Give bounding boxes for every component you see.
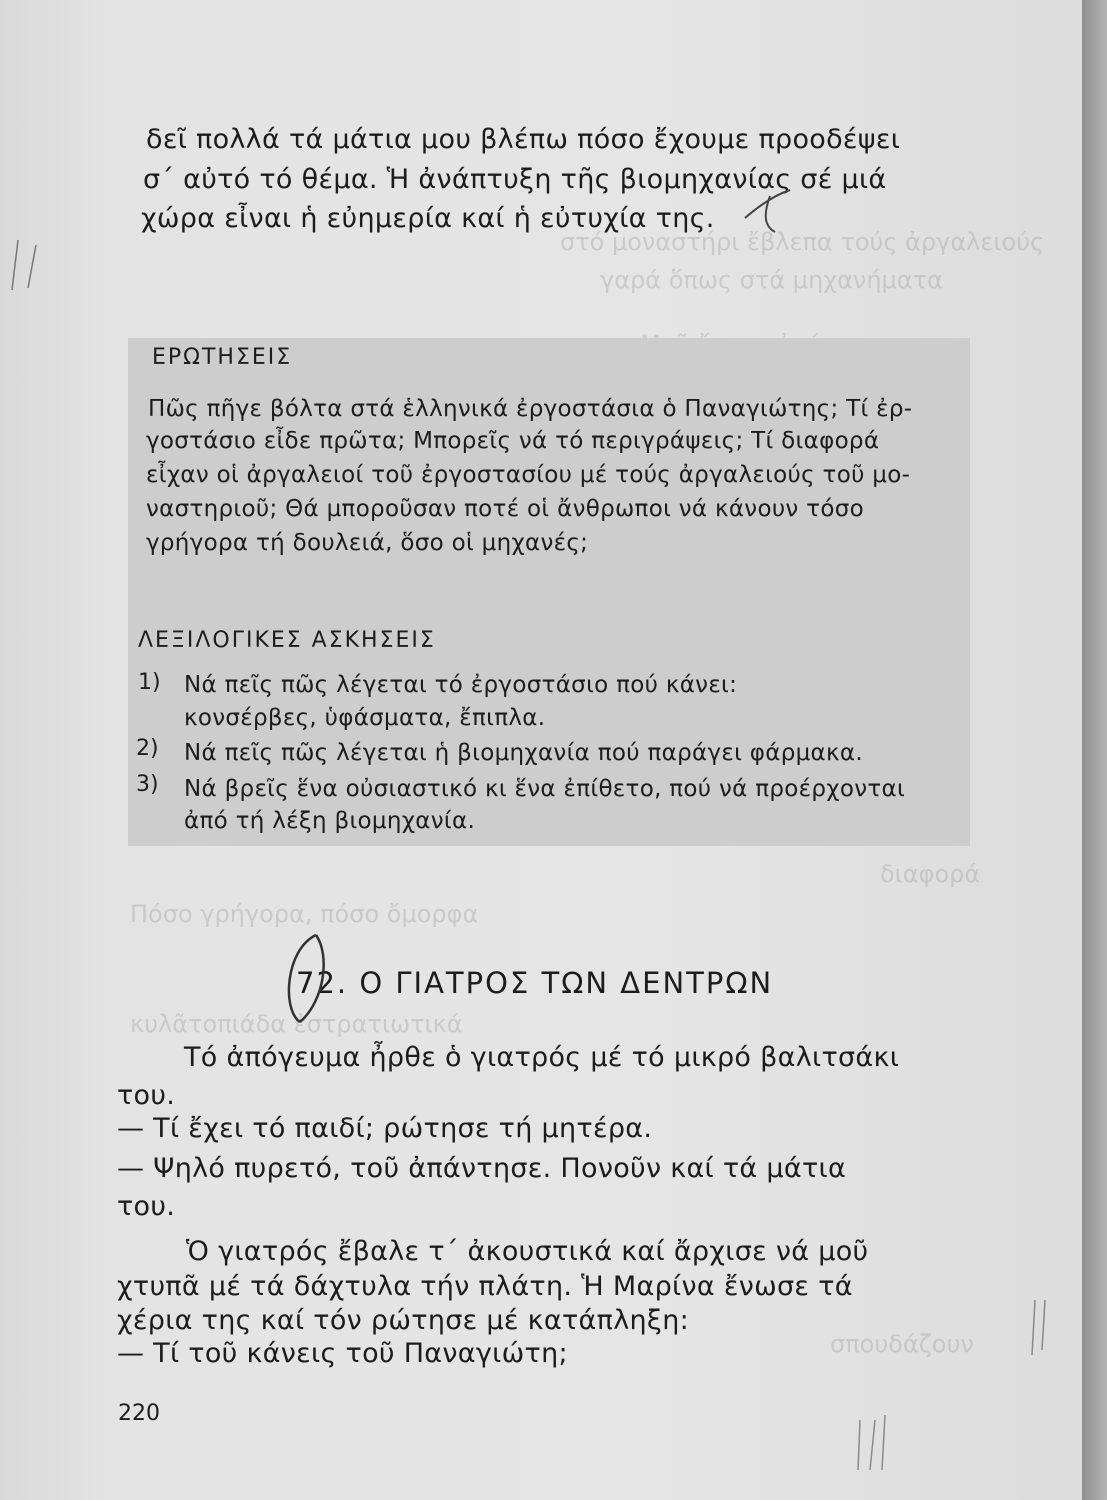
paragraph-line: σ΄ αὐτό τό θέμα. Ἡ ἀνάπτυξη τῆς βιομηχανίας σέ μιά bbox=[143, 164, 887, 195]
question-line: Πῶς πῆγε βόλτα στά ἑλληνικά ἐργοστάσια ὁ Παναγιώτης; Τί ἐρ- bbox=[148, 396, 913, 422]
checkmark-stroke bbox=[745, 190, 790, 232]
book-page: στό μοναστήρι ἔβλεπα τούς ἀργαλειούς γαρά ὅπως στά μηχανήματα διαφορά Πόσο γρήγορα, πόσο ὄμορφα κυλᾶτοπιάδα ἐστρατιωτικά σπουδάζουν δεῖ πολλά τά μάτια μου βλέπω πόσο ἔχουμε προοδέψει σ΄ αὐτό τό θέμα. Ἡ ἀνάπτυξη τῆς βιομηχανίας σέ μιά χώρα εἶναι ἡ εὐημερία καί ἡ εὐτυχία της. ΕΡΩΤΗΣΕΙΣ Πῶς πῆγε βόλτα στά ἑλληνικά ἐργοστάσια ὁ Παναγιώτης; Τί ἐρ- γοστάσιο εἶδε πρῶτα; Μπορεῖς νά τό περιγράψεις; Τί διαφορά εἶχαν οἱ ἀργαλειοί τοῦ ἐργοστασίου μέ τούς ἀργαλειούς τοῦ μο- ναστηριοῦ; Θά μποροῦσαν ποτέ οἱ ἄνθρωποι νά κάνουν τόσο γρήγορα τή δουλειά, ὅσο οἱ μηχανές; ΛΕΞΙΛΟΓΙΚΕΣ ΑΣΚΗΣΕΙΣ 1) Νά πεῖς πῶς λέγεται τό ἐργοστάσιο πού κάνει: κονσέρβες, ὑφάσματα, ἔπιπλα. 2) Νά πεῖς πῶς λέγεται ἡ βιομηχανία πού παράγει φάρμακα. 3) Νά βρεῖς ἕνα οὐσιαστικό κι ἕνα ἐπίθετο, πού νά προέρχονται ἀπό τή λέξη βιομηχανία. 72. Ο ΓΙΑΤΡΟΣ ΤΩΝ ΔΕΝΤΡΩΝ Τό ἀπόγευμα ἦρθε ὁ γιατρός μέ τό μικρό βαλιτσάκι του. — Τί ἔχει τό παιδί; ρώτησε τή μητέρα. — Ψηλό πυρετό, τοῦ ἀπάντησε. Πονοῦν καί τά μάτια του. Ὁ γιατρός ἔβαλε τ΄ ἀκουστικά καί ἄρχισε νά μοῦ χτυπᾶ μέ τά δάχτυλα τήν πλάτη. Ἡ Μαρίνα ἔνωσε τά χέρια της καί τόν ρώτησε μέ κατάπληξη: — Τί τοῦ κάνεις τοῦ Παναγιώτη; 220 bbox=[0, 0, 1082, 1500]
question-line: ναστηριοῦ; Θά μποροῦσαν ποτέ οἱ ἄνθρωποι νά κάνουν τόσο bbox=[146, 496, 864, 522]
exercise-line: Νά πεῖς πῶς λέγεται τό ἐργοστάσιο πού κάνει: bbox=[184, 672, 738, 698]
exercise-number: 2) bbox=[136, 736, 159, 761]
margin-tick bbox=[858, 1415, 885, 1470]
body-line: του. bbox=[117, 1191, 176, 1222]
body-line: χέρια της καί τόν ρώτησε μέ κατάπληξη: bbox=[117, 1305, 690, 1336]
exercise-line: Νά πεῖς πῶς λέγεται ἡ βιομηχανία πού παράγει φάρμακα. bbox=[184, 740, 863, 766]
body-line: — Τί τοῦ κάνεις τοῦ Παναγιώτη; bbox=[117, 1338, 568, 1369]
paragraph-line: χώρα εἶναι ἡ εὐημερία καί ἡ εὐτυχία της. bbox=[141, 203, 715, 234]
circle-mark bbox=[289, 935, 324, 1022]
question-line: γοστάσιο εἶδε πρῶτα; Μπορεῖς νά τό περιγράψεις; Τί διαφορά bbox=[146, 428, 880, 454]
question-line: γρήγορα τή δουλειά, ὅσο οἱ μηχανές; bbox=[146, 530, 589, 556]
body-line: — Ψηλό πυρετό, τοῦ ἀπάντησε. Πονοῦν καί τά μάτια bbox=[117, 1153, 847, 1184]
exercise-line: ἀπό τή λέξη βιομηχανία. bbox=[184, 808, 476, 834]
exercise-number: 1) bbox=[138, 670, 161, 695]
exercise-line: Νά βρεῖς ἕνα οὐσιαστικό κι ἕνα ἐπίθετο, πού νά προέρχονται bbox=[184, 776, 906, 802]
question-line: εἶχαν οἱ ἀργαλειοί τοῦ ἐργοστασίου μέ τούς ἀργαλειούς τοῦ μο- bbox=[146, 462, 911, 488]
page-number: 220 bbox=[118, 1401, 160, 1426]
body-line: Τό ἀπόγευμα ἦρθε ὁ γιατρός μέ τό μικρό βαλιτσάκι bbox=[184, 1042, 900, 1073]
book-spine-edge bbox=[1082, 0, 1107, 1500]
vocabulary-heading: ΛΕΞΙΛΟΓΙΚΕΣ ΑΣΚΗΣΕΙΣ bbox=[138, 628, 436, 653]
exercise-number: 3) bbox=[136, 772, 159, 797]
body-line: Ὁ γιατρός ἔβαλε τ΄ ἀκουστικά καί ἄρχισε νά μοῦ bbox=[186, 1236, 869, 1267]
chapter-title: 72. Ο ΓΙΑΤΡΟΣ ΤΩΝ ΔΕΝΤΡΩΝ bbox=[296, 966, 774, 1000]
questions-heading: ΕΡΩΤΗΣΕΙΣ bbox=[152, 345, 293, 370]
body-line: χτυπᾶ μέ τά δάχτυλα τήν πλάτη. Ἡ Μαρίνα ἔνωσε τά bbox=[117, 1271, 853, 1302]
body-line: — Τί ἔχει τό παιδί; ρώτησε τή μητέρα. bbox=[117, 1113, 653, 1144]
body-line: του. bbox=[117, 1080, 176, 1111]
margin-tick bbox=[1032, 1300, 1045, 1355]
exercise-line: κονσέρβες, ὑφάσματα, ἔπιπλα. bbox=[184, 705, 546, 731]
paragraph-line: δεῖ πολλά τά μάτια μου βλέπω πόσο ἔχουμε προοδέψει bbox=[146, 124, 901, 155]
margin-tick bbox=[12, 240, 36, 290]
